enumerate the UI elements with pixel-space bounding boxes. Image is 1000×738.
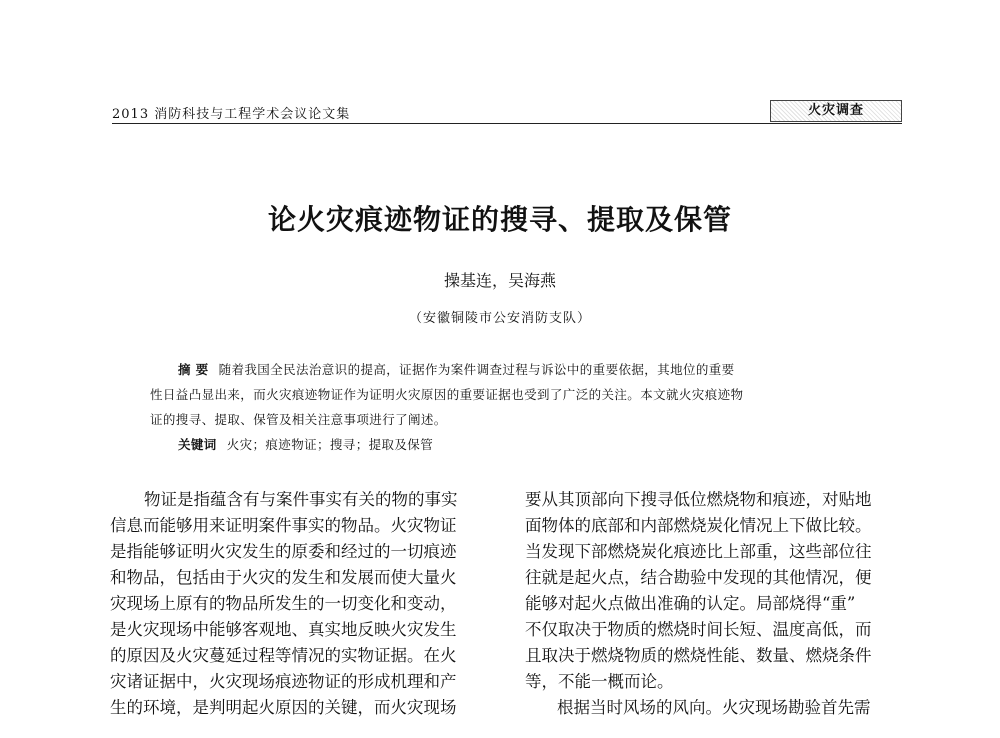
running-header: 2013 消防科技与工程学术会议论文集 [112, 107, 351, 122]
right-line-8: 等，不能一概而论。 [525, 672, 674, 691]
left-line-5: 灾现场上原有的物品所发生的一切变化和变动， [110, 594, 457, 613]
abstract-text-1: 随着我国全民法治意识的提高，证据作为案件调查过程与诉讼中的重要依据，其地位的重要 [218, 362, 735, 377]
left-line-7: 的原因及火灾蔓延过程等情况的实物证据。在火 [110, 646, 457, 665]
header-rule [112, 123, 902, 124]
right-line-6: 不仅取决于物质的燃烧时间长短、温度高低，而 [525, 620, 872, 639]
left-line-9: 生的环境，是判明起火原因的关键，而火灾现场 [110, 698, 457, 717]
right-line-1: 要从其顶部向下搜寻低位燃烧物和痕迹，对贴地 [525, 490, 872, 509]
left-line-6: 是火灾现场中能够客观地、真实地反映火灾发生 [110, 620, 457, 639]
affiliation: （安徽铜陵市公安消防支队） [408, 311, 591, 326]
right-line-5: 能够对起火点做出准确的认定。局部烧得“重” [525, 594, 856, 613]
authors: 操基连，吴海燕 [443, 271, 556, 290]
right-line-9: 根据当时风场的风向。火灾现场勘验首先需 [557, 698, 871, 717]
keywords-line [178, 435, 433, 453]
left-line-1: 物证是指蕴含有与案件事实有关的物的事实 [144, 490, 458, 509]
right-line-4: 往就是起火点，结合勘验中发现的其他情况，便 [525, 568, 872, 587]
abstract-line-1 [178, 360, 735, 378]
right-line-2: 面物体的底部和内部燃烧炭化情况上下做比较。 [525, 516, 872, 535]
abstract-line-3: 证的搜寻、提取、保管及相关注意事项进行了阐述。 [150, 412, 447, 427]
section-tag: 火灾调查 [770, 100, 902, 122]
left-line-4: 和物品，包括由于火灾的发生和发展而使大量火 [110, 568, 457, 587]
keywords-label: 关键词 [178, 437, 217, 452]
keywords-text: 火灾；痕迹物证；搜寻；提取及保管 [226, 437, 434, 452]
abstract-label: 摘 要 [178, 362, 209, 377]
left-line-8: 灾诸证据中，火灾现场痕迹物证的形成机理和产 [110, 672, 457, 691]
paper-title: 论火灾痕迹物证的搜寻、提取及保管 [267, 203, 732, 236]
left-line-3: 是指能够证明火灾发生的原委和经过的一切痕迹 [110, 542, 457, 561]
right-line-3: 当发现下部燃烧炭化痕迹比上部重，这些部位往 [525, 542, 872, 561]
abstract-line-2: 性日益凸显出来，而火灾痕迹物证作为证明火灾原因的重要证据也受到了广泛的关注。本文就火灾痕迹物 [150, 387, 744, 402]
right-line-7: 且取决于燃烧物质的燃烧性能、数量、燃烧条件 [525, 646, 872, 665]
left-line-2: 信息而能够用来证明案件事实的物品。火灾物证 [110, 516, 457, 535]
